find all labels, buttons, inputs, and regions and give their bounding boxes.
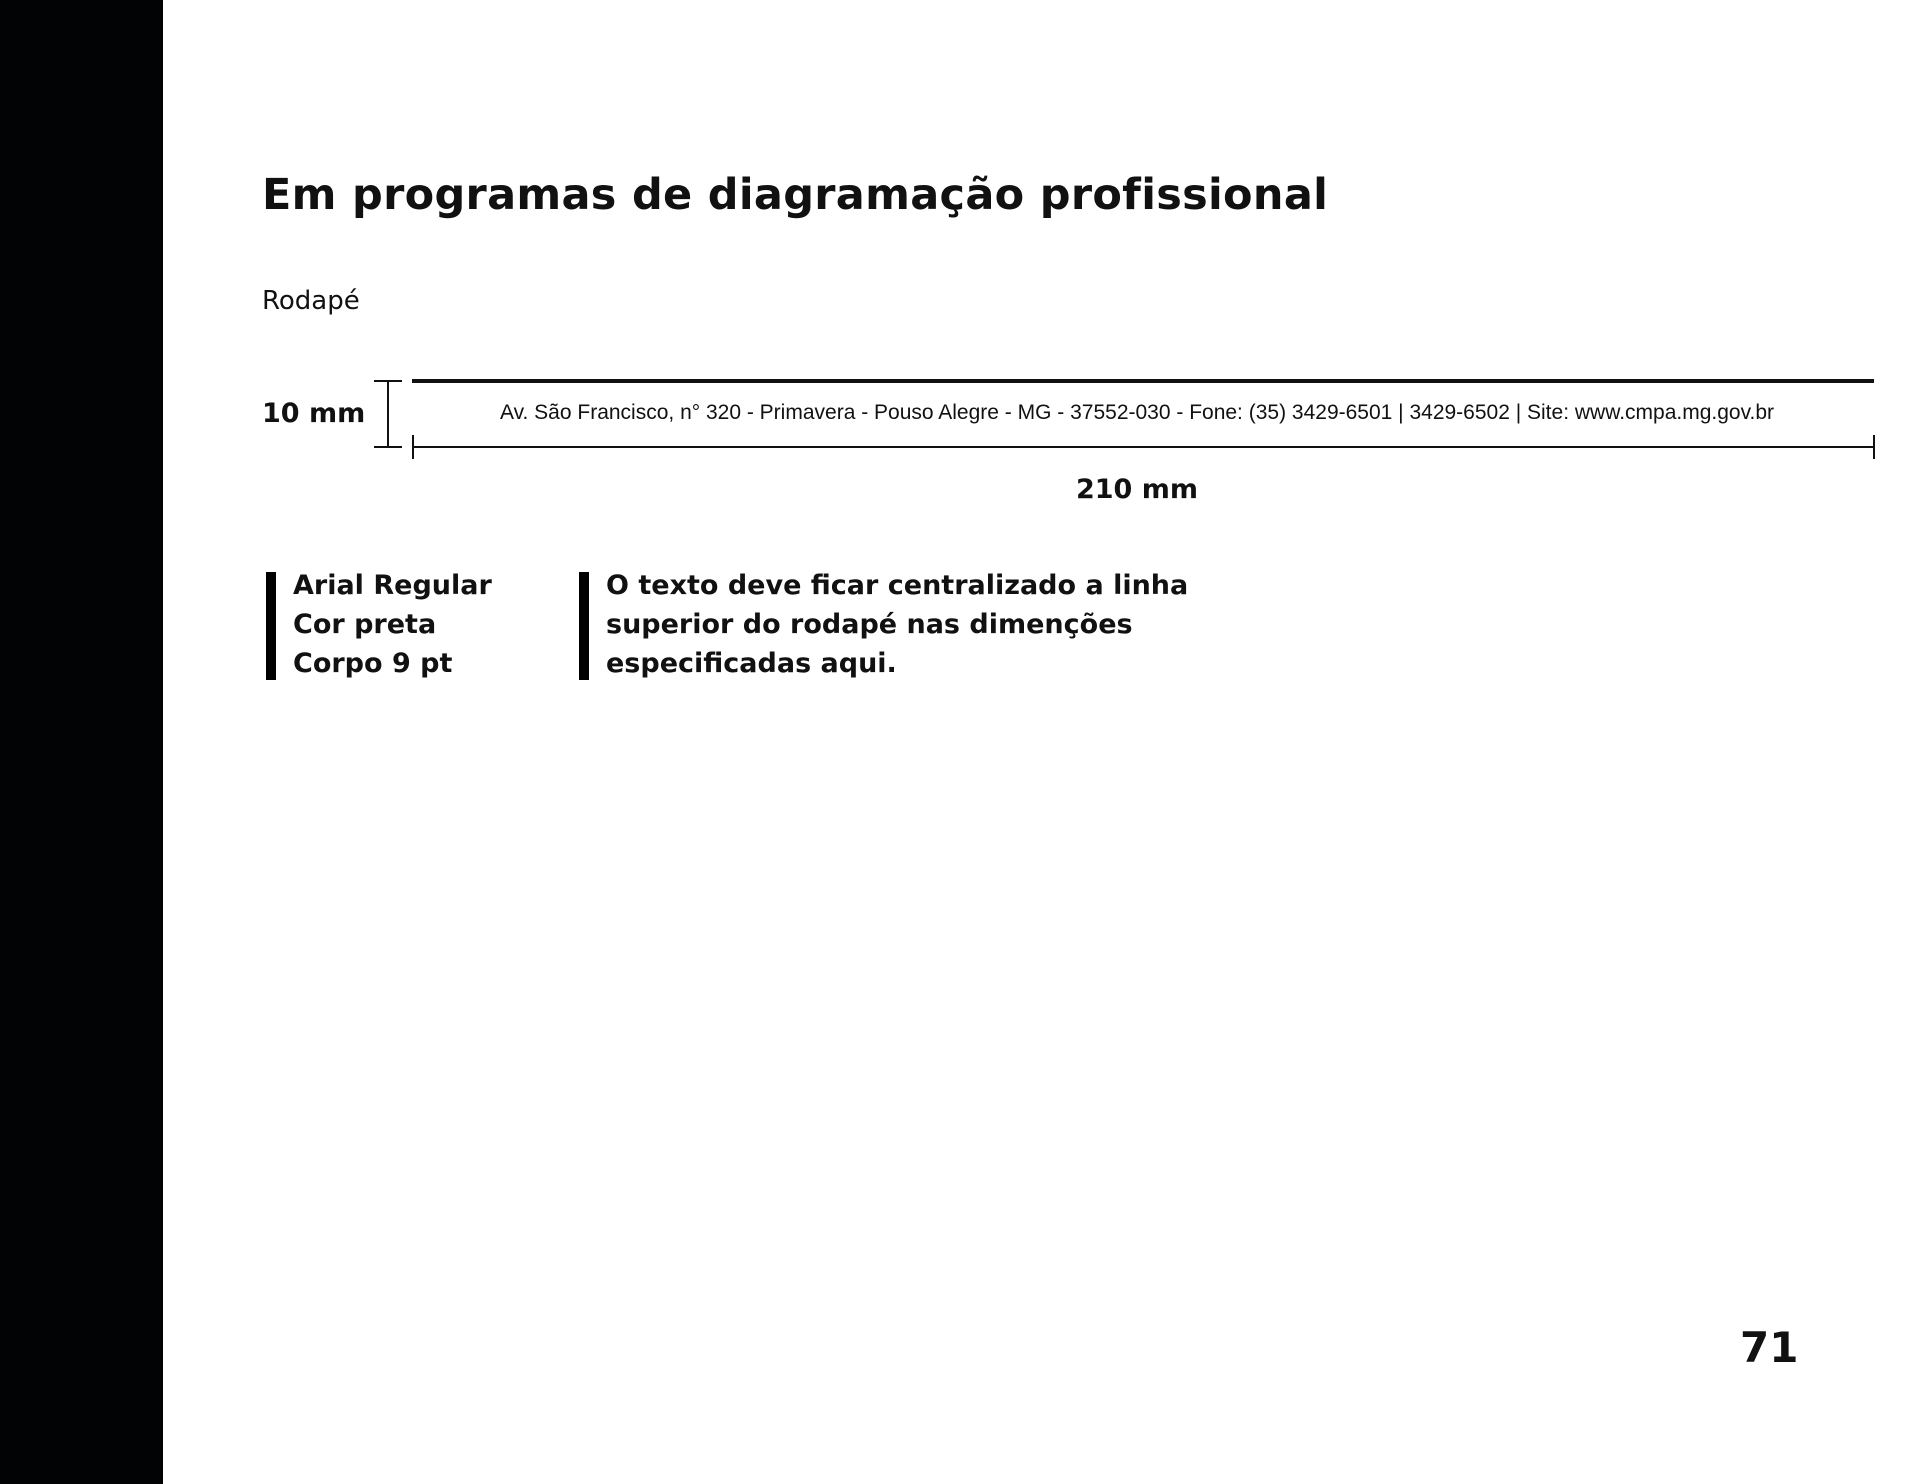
height-dimension-label: 10 mm <box>262 398 366 429</box>
width-dimension-label: 210 mm <box>1075 474 1199 505</box>
note-line: especificadas aqui. <box>606 648 897 679</box>
page-title: Em programas de diagramação profissional <box>262 170 1329 220</box>
alignment-note <box>606 566 1188 683</box>
section-label: Rodapé <box>262 286 360 316</box>
page-number: 71 <box>1740 1323 1799 1372</box>
font-specs <box>293 566 492 683</box>
footer-sample-text: Av. São Francisco, n° 320 - Primavera - Pouso Alegre - MG - 37552-030 - Fone: (35) 3429-6501 | 3429-6502 | Site: www.cmpa.mg.gov.br <box>499 401 1775 424</box>
size-spec: Corpo 9 pt <box>293 648 453 679</box>
specs-accent-bar <box>266 572 276 680</box>
color-spec: Cor preta <box>293 609 437 640</box>
width-dimension-line <box>413 435 1874 459</box>
note-line: superior do rodapé nas dimenções <box>606 609 1133 640</box>
font-spec: Arial Regular <box>293 570 492 601</box>
note-accent-bar <box>579 572 589 680</box>
note-line: O texto deve ficar centralizado a linha <box>606 570 1189 601</box>
height-dimension-bracket <box>374 381 402 447</box>
